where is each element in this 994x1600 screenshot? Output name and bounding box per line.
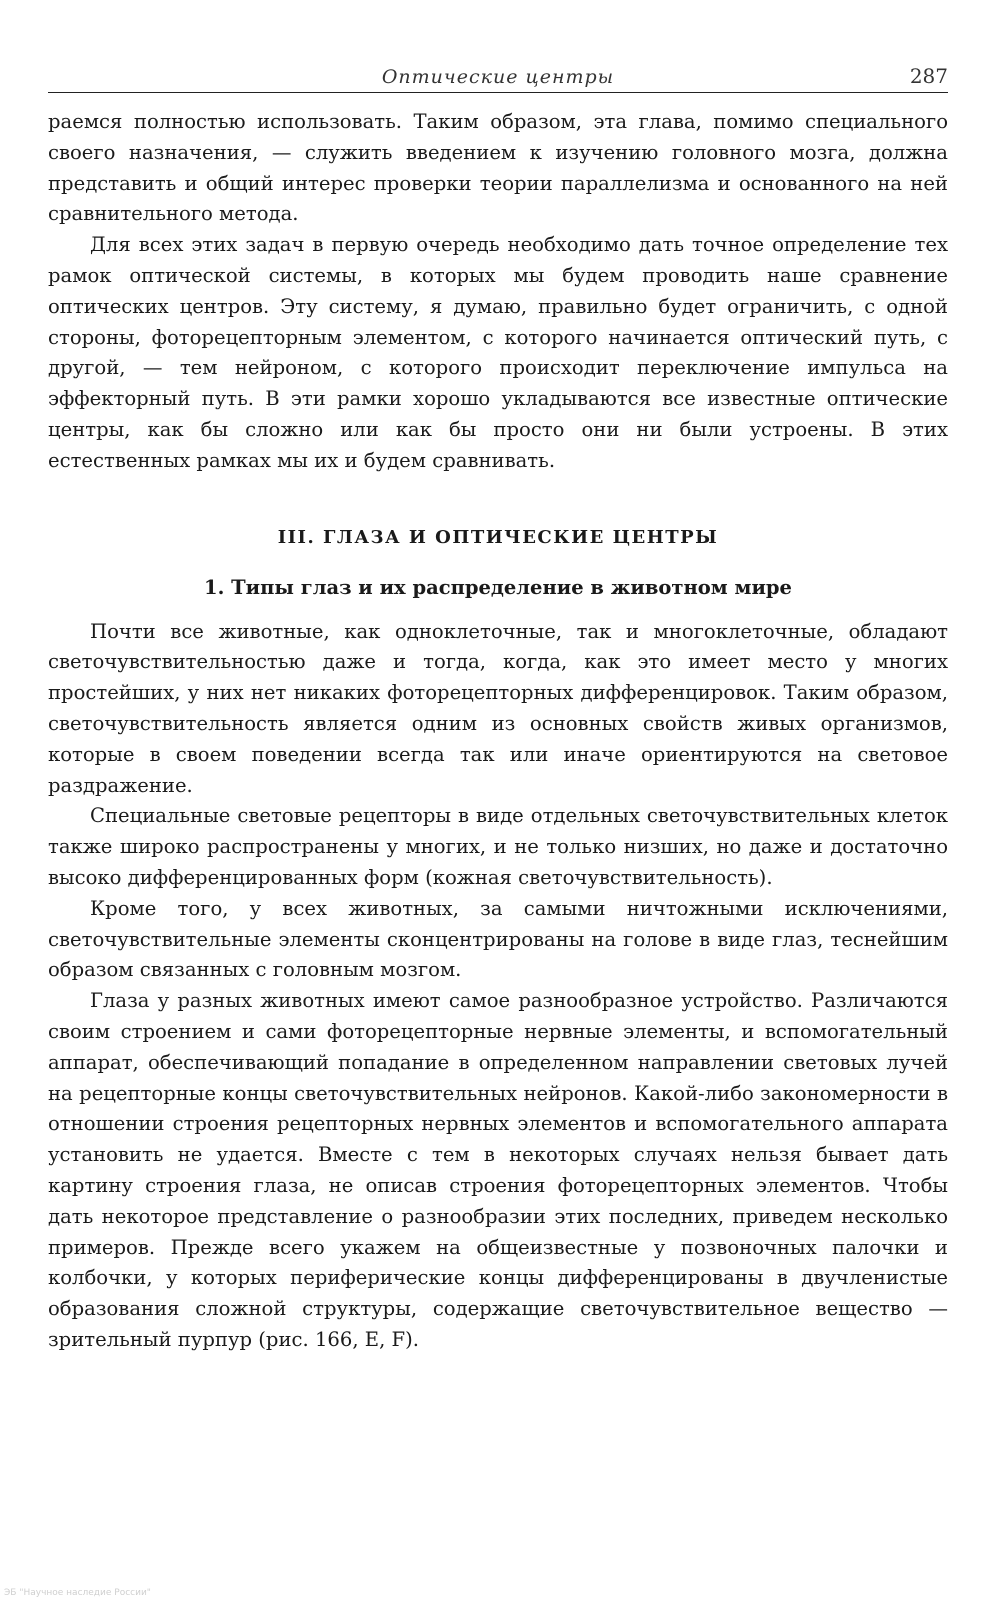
paragraph: Кроме того, у всех животных, за самыми ничтожными исключениями, светочувствительные элементы сконцентрированы на голове в виде глаз, теснейшим образом связанных с головным мозгом. — [48, 896, 948, 982]
chapter-heading: III. ГЛАЗА И ОПТИЧЕСКИЕ ЦЕНТРЫ — [277, 526, 719, 548]
book-page — [48, 62, 948, 1356]
paragraph: Почти все животные, как одноклеточные, так и многоклеточные, обладают светочувствительностью даже и тогда, когда, как это имеет место у многих простейших, у них нет никаких фоторецепторных дифференцировок. Таким образом, светочувствительность является одним из основных свойств живых организмов, которые в своем поведении всегда так или иначе ориентируются на световое раздражение. — [48, 619, 948, 797]
running-title: Оптические центры — [381, 66, 615, 88]
paragraph-continued: раемся полностью использовать. Таким образом, эта глава, помимо специального своего назначения, — служить введением к изучению головного мозга, должна представить и общий интерес проверки теории параллелизма и основанного на ней сравнительного метода. — [48, 110, 948, 226]
page-number: 287 — [909, 64, 948, 88]
paragraph: Специальные световые рецепторы в виде отдельных светочувствительных клеток также широко распространены у многих, и не только низших, но даже и достаточно высоко дифференцированных форм (кожная светочувствительность). — [48, 804, 948, 889]
paragraph: Глаза у разных животных имеют самое разнообразное устройство. Различаются своим строением и сами фоторецепторные нервные элементы, и вспомогательный аппарат, обеспечивающий попадание в определенном направлении световых лучей на рецепторные концы светочувствительных нейронов. Какой-либо закономерности в отношении строения рецепторных нервных элементов и вспомогательного аппарата установить не удается. Вместе с тем в некоторых случаях нельзя бывает дать картину строения глаза, не описав строения фоторецепторных элементов. Чтобы дать некоторое представление о разнообразии этих последних, приведем несколько примеров. Прежде всего укажем на общеизвестные у позвоночных палочки и колбочки, у которых периферические концы дифференцированы в двучленистые образования сложной структуры, содержащие светочувствительное вещество — зрительный пурпур (рис. 166, E, F). — [48, 989, 948, 1351]
watermark: ЭБ "Научное наследие России" — [4, 1588, 151, 1598]
running-header — [48, 62, 948, 93]
paragraph: Для всех этих задач в первую очередь необходимо дать точное определение тех рамок оптической системы, в которых мы будем проводить наше сравнение оптических центров. Эту систему, я думаю, правильно будет ограничить, с одной стороны, фоторецепторным элементом, с которого начинается оптический путь, с другой, — тем нейроном, с которого происходит переключение импульса на эффекторный путь. В эти рамки хорошо укладываются все известные оптические центры, как бы сложно или как бы просто они ни были устроены. В этих естественных рамках мы их и будем сравнивать. — [48, 233, 948, 472]
section-heading: 1. Типы глаз и их распределение в животном мире — [204, 575, 792, 599]
body-text — [48, 107, 948, 1356]
